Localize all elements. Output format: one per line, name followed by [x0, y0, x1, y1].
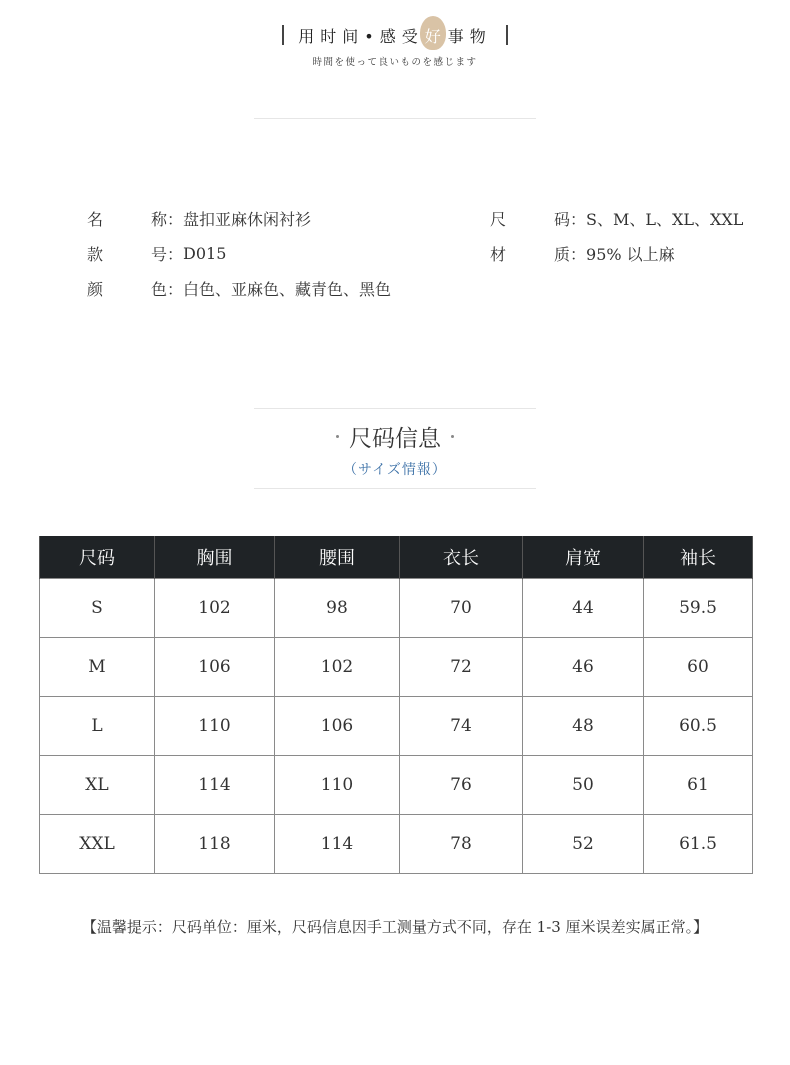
table-cell: 118: [155, 815, 275, 874]
size-section-subtitle: （サイズ情報）: [343, 462, 447, 478]
title-dot-right: [451, 435, 454, 438]
table-cell: 44: [523, 579, 644, 638]
table-cell: 74: [400, 697, 523, 756]
header-waist: 腰围: [275, 536, 400, 579]
table-row: [40, 579, 753, 638]
table-cell: 59.5: [644, 579, 753, 638]
table-row: [40, 697, 753, 756]
table-cell: 102: [155, 579, 275, 638]
size-table: [39, 536, 753, 874]
info-material-value: 95% 以上麻: [586, 244, 675, 264]
section-divider-top: [254, 408, 536, 409]
section-divider-bottom: [254, 488, 536, 489]
table-cell: 61.5: [644, 815, 753, 874]
table-cell: 102: [275, 638, 400, 697]
title-dot-left: [336, 435, 339, 438]
size-table-header: [40, 536, 753, 579]
table-cell: 98: [275, 579, 400, 638]
header-chest: 胸围: [155, 536, 275, 579]
table-cell: 60: [644, 638, 753, 697]
brand-left-bar: [282, 25, 284, 45]
table-cell: XXL: [40, 815, 155, 874]
info-name-label: 名 称: [87, 209, 167, 229]
measurement-note: 【温馨提示：尺码单位：厘米，尺码信息因手工测量方式不同，存在 1-3 厘米误差实属正常。】: [81, 918, 709, 936]
table-cell: 50: [523, 756, 644, 815]
info-size-label: 尺 码: [490, 209, 570, 229]
header-size: 尺码: [40, 536, 155, 579]
info-row-color: 颜 色 ： 白色、亚麻色、藏青色、黑色: [87, 276, 391, 300]
table-cell: 61: [644, 756, 753, 815]
table-cell: 110: [155, 697, 275, 756]
table-cell: 110: [275, 756, 400, 815]
table-cell: 78: [400, 815, 523, 874]
brand-title-row: [0, 20, 790, 50]
info-color-label: 颜 色: [87, 279, 167, 299]
brand-title-after: 事物: [447, 26, 492, 46]
brand-title-highlight: 好: [424, 24, 448, 47]
size-section-title: [0, 420, 790, 479]
size-section-heading: 尺码信息: [349, 426, 441, 452]
table-cell: 114: [275, 815, 400, 874]
info-row-size: 尺 码 ： S、M、L、XL、XXL: [490, 206, 743, 230]
brand-title: [298, 24, 491, 47]
table-cell: M: [40, 638, 155, 697]
brand-header: [0, 20, 790, 70]
table-cell: 70: [400, 579, 523, 638]
table-cell: 114: [155, 756, 275, 815]
table-cell: 48: [523, 697, 644, 756]
brand-right-bar: [506, 25, 508, 45]
table-cell: 46: [523, 638, 644, 697]
brand-subtitle: 時間を使って良いものを感じます: [312, 57, 478, 68]
header-shoulder: 肩宽: [523, 536, 644, 579]
info-material-label: 材 质: [490, 244, 570, 264]
table-cell: 72: [400, 638, 523, 697]
info-style-label: 款 号: [87, 244, 167, 264]
table-row: [40, 815, 753, 874]
info-row-material: 材 质 ： 95% 以上麻: [490, 241, 675, 265]
table-cell: 52: [523, 815, 644, 874]
info-style-value: D015: [183, 243, 227, 263]
header-sleeve: 袖长: [644, 536, 753, 579]
table-cell: 76: [400, 756, 523, 815]
table-cell: L: [40, 697, 155, 756]
info-color-value: 白色、亚麻色、藏青色、黑色: [183, 279, 392, 299]
info-name-value: 盘扣亚麻休闲衬衫: [183, 209, 312, 229]
table-cell: 106: [155, 638, 275, 697]
table-cell: XL: [40, 756, 155, 815]
brand-divider: [254, 118, 536, 119]
header-length: 衣长: [400, 536, 523, 579]
info-size-value: S、M、L、XL、XXL: [586, 209, 744, 229]
table-row: [40, 638, 753, 697]
table-row: [40, 756, 753, 815]
table-cell: 60.5: [644, 697, 753, 756]
table-cell: S: [40, 579, 155, 638]
info-row-name: 名 称 ： 盘扣亚麻休闲衬衫: [87, 206, 311, 230]
brand-title-before: 用时间•感受: [298, 26, 424, 46]
table-cell: 106: [275, 697, 400, 756]
info-row-style: 款 号 ： D015: [87, 243, 227, 264]
